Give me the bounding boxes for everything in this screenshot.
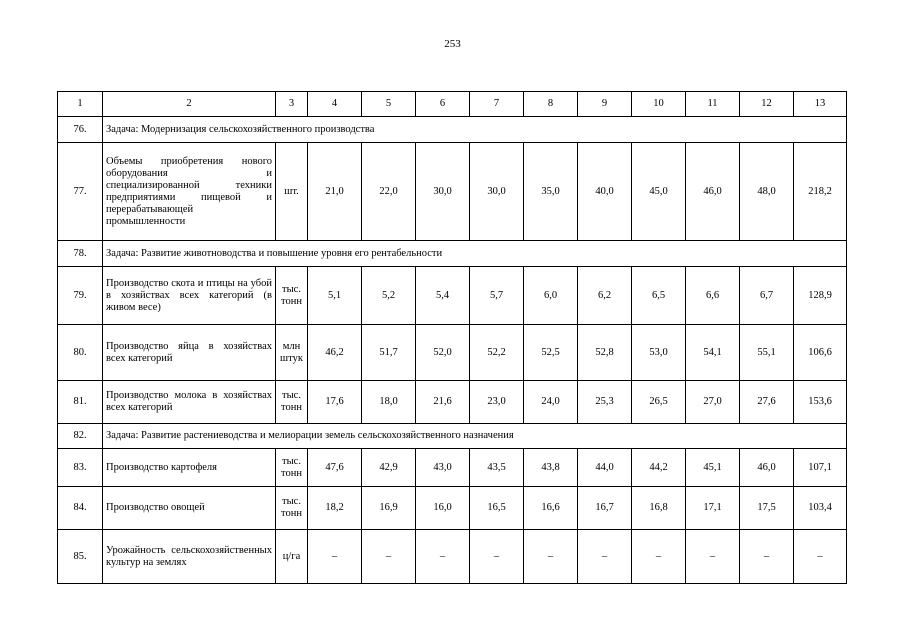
value-cell: 27,0 bbox=[686, 381, 740, 424]
row-number: 80. bbox=[58, 325, 103, 381]
value-cell: 6,5 bbox=[632, 267, 686, 325]
value-cell: 25,3 bbox=[578, 381, 632, 424]
value-cell: 43,5 bbox=[470, 449, 524, 487]
table-row bbox=[58, 381, 847, 424]
value-cell: 46,0 bbox=[686, 143, 740, 241]
row-number: 84. bbox=[58, 487, 103, 530]
column-header: 5 bbox=[362, 92, 416, 117]
value-cell: 5,7 bbox=[470, 267, 524, 325]
row-number: 82. bbox=[58, 424, 103, 449]
column-header: 9 bbox=[578, 92, 632, 117]
value-cell: 107,1 bbox=[794, 449, 847, 487]
value-cell: 43,0 bbox=[416, 449, 470, 487]
row-number: 76. bbox=[58, 117, 103, 143]
task-title: Задача: Модернизация сельскохозяйственного производства bbox=[103, 117, 847, 143]
value-cell: 21,6 bbox=[416, 381, 470, 424]
value-cell: 6,2 bbox=[578, 267, 632, 325]
page-number: 253 bbox=[444, 38, 461, 50]
value-cell: 52,8 bbox=[578, 325, 632, 381]
column-header: 11 bbox=[686, 92, 740, 117]
value-cell: 218,2 bbox=[794, 143, 847, 241]
indicator-name: Производство молока в хозяйствах всех категорий bbox=[103, 381, 276, 424]
column-header: 12 bbox=[740, 92, 794, 117]
row-number: 77. bbox=[58, 143, 103, 241]
row-number: 85. bbox=[58, 530, 103, 584]
value-cell: 16,0 bbox=[416, 487, 470, 530]
value-cell: – bbox=[362, 530, 416, 584]
unit-cell: млн штук bbox=[276, 325, 308, 381]
indicator-name: Урожайность сельскохозяйственных культур на землях bbox=[103, 530, 276, 584]
value-cell: 16,8 bbox=[632, 487, 686, 530]
value-cell: 103,4 bbox=[794, 487, 847, 530]
value-cell: 27,6 bbox=[740, 381, 794, 424]
value-cell: 46,0 bbox=[740, 449, 794, 487]
task-title: Задача: Развитие растениеводства и мелиорации земель сельскохозяйственного назначения bbox=[103, 424, 847, 449]
value-cell: 23,0 bbox=[470, 381, 524, 424]
value-cell: 26,5 bbox=[632, 381, 686, 424]
value-cell: 24,0 bbox=[524, 381, 578, 424]
value-cell: 47,6 bbox=[308, 449, 362, 487]
indicator-name: Объемы приобретения нового оборудования и специализированной техники предприятиями пищевой и перерабатывающей промышленности bbox=[103, 143, 276, 241]
value-cell: – bbox=[416, 530, 470, 584]
value-cell: 45,1 bbox=[686, 449, 740, 487]
table-row bbox=[58, 267, 847, 325]
value-cell: 6,6 bbox=[686, 267, 740, 325]
value-cell: 51,7 bbox=[362, 325, 416, 381]
column-header: 3 bbox=[276, 92, 308, 117]
table-row bbox=[58, 143, 847, 241]
value-cell: 6,0 bbox=[524, 267, 578, 325]
value-cell: 53,0 bbox=[632, 325, 686, 381]
value-cell: 22,0 bbox=[362, 143, 416, 241]
value-cell: – bbox=[308, 530, 362, 584]
task-row bbox=[58, 117, 847, 143]
value-cell: 153,6 bbox=[794, 381, 847, 424]
value-cell: 16,6 bbox=[524, 487, 578, 530]
row-number: 81. bbox=[58, 381, 103, 424]
value-cell: 106,6 bbox=[794, 325, 847, 381]
value-cell: 35,0 bbox=[524, 143, 578, 241]
unit-cell: шт. bbox=[276, 143, 308, 241]
value-cell: – bbox=[794, 530, 847, 584]
value-cell: 30,0 bbox=[470, 143, 524, 241]
column-header: 1 bbox=[58, 92, 103, 117]
value-cell: 43,8 bbox=[524, 449, 578, 487]
row-number: 78. bbox=[58, 241, 103, 267]
table-row bbox=[58, 530, 847, 584]
unit-cell: тыс. тонн bbox=[276, 487, 308, 530]
value-cell: 16,5 bbox=[470, 487, 524, 530]
value-cell: 52,2 bbox=[470, 325, 524, 381]
value-cell: 44,2 bbox=[632, 449, 686, 487]
column-header: 10 bbox=[632, 92, 686, 117]
value-cell: 128,9 bbox=[794, 267, 847, 325]
task-title: Задача: Развитие животноводства и повышение уровня его рентабельности bbox=[103, 241, 847, 267]
value-cell: 18,0 bbox=[362, 381, 416, 424]
value-cell: 16,7 bbox=[578, 487, 632, 530]
row-number: 83. bbox=[58, 449, 103, 487]
value-cell: 17,6 bbox=[308, 381, 362, 424]
indicator-name: Производство картофеля bbox=[103, 449, 276, 487]
value-cell: 21,0 bbox=[308, 143, 362, 241]
table-row bbox=[58, 325, 847, 381]
value-cell: 55,1 bbox=[740, 325, 794, 381]
value-cell: 52,0 bbox=[416, 325, 470, 381]
table-row bbox=[58, 487, 847, 530]
value-cell: – bbox=[524, 530, 578, 584]
task-row bbox=[58, 424, 847, 449]
indicator-name: Производство скота и птицы на убой в хозяйствах всех категорий (в живом весе) bbox=[103, 267, 276, 325]
value-cell: – bbox=[686, 530, 740, 584]
table-row bbox=[58, 449, 847, 487]
value-cell: 5,2 bbox=[362, 267, 416, 325]
unit-cell: тыс. тонн bbox=[276, 381, 308, 424]
column-header: 13 bbox=[794, 92, 847, 117]
unit-cell: ц/га bbox=[276, 530, 308, 584]
column-header: 2 bbox=[103, 92, 276, 117]
value-cell: 44,0 bbox=[578, 449, 632, 487]
value-cell: 6,7 bbox=[740, 267, 794, 325]
row-number: 79. bbox=[58, 267, 103, 325]
table-header-row bbox=[58, 92, 847, 117]
value-cell: 18,2 bbox=[308, 487, 362, 530]
value-cell: – bbox=[632, 530, 686, 584]
column-header: 4 bbox=[308, 92, 362, 117]
indicator-name: Производство овощей bbox=[103, 487, 276, 530]
value-cell: 52,5 bbox=[524, 325, 578, 381]
column-header: 6 bbox=[416, 92, 470, 117]
value-cell: 17,1 bbox=[686, 487, 740, 530]
value-cell: 40,0 bbox=[578, 143, 632, 241]
indicators-table bbox=[57, 91, 847, 584]
value-cell: – bbox=[740, 530, 794, 584]
value-cell: 48,0 bbox=[740, 143, 794, 241]
value-cell: 30,0 bbox=[416, 143, 470, 241]
unit-cell: тыс. тонн bbox=[276, 449, 308, 487]
column-header: 7 bbox=[470, 92, 524, 117]
value-cell: 17,5 bbox=[740, 487, 794, 530]
task-row bbox=[58, 241, 847, 267]
value-cell: 46,2 bbox=[308, 325, 362, 381]
value-cell: 54,1 bbox=[686, 325, 740, 381]
value-cell: 5,4 bbox=[416, 267, 470, 325]
unit-cell: тыс. тонн bbox=[276, 267, 308, 325]
indicator-name: Производство яйца в хозяйствах всех категорий bbox=[103, 325, 276, 381]
value-cell: 5,1 bbox=[308, 267, 362, 325]
value-cell: – bbox=[578, 530, 632, 584]
column-header: 8 bbox=[524, 92, 578, 117]
value-cell: 45,0 bbox=[632, 143, 686, 241]
value-cell: 16,9 bbox=[362, 487, 416, 530]
value-cell: 42,9 bbox=[362, 449, 416, 487]
value-cell: – bbox=[470, 530, 524, 584]
